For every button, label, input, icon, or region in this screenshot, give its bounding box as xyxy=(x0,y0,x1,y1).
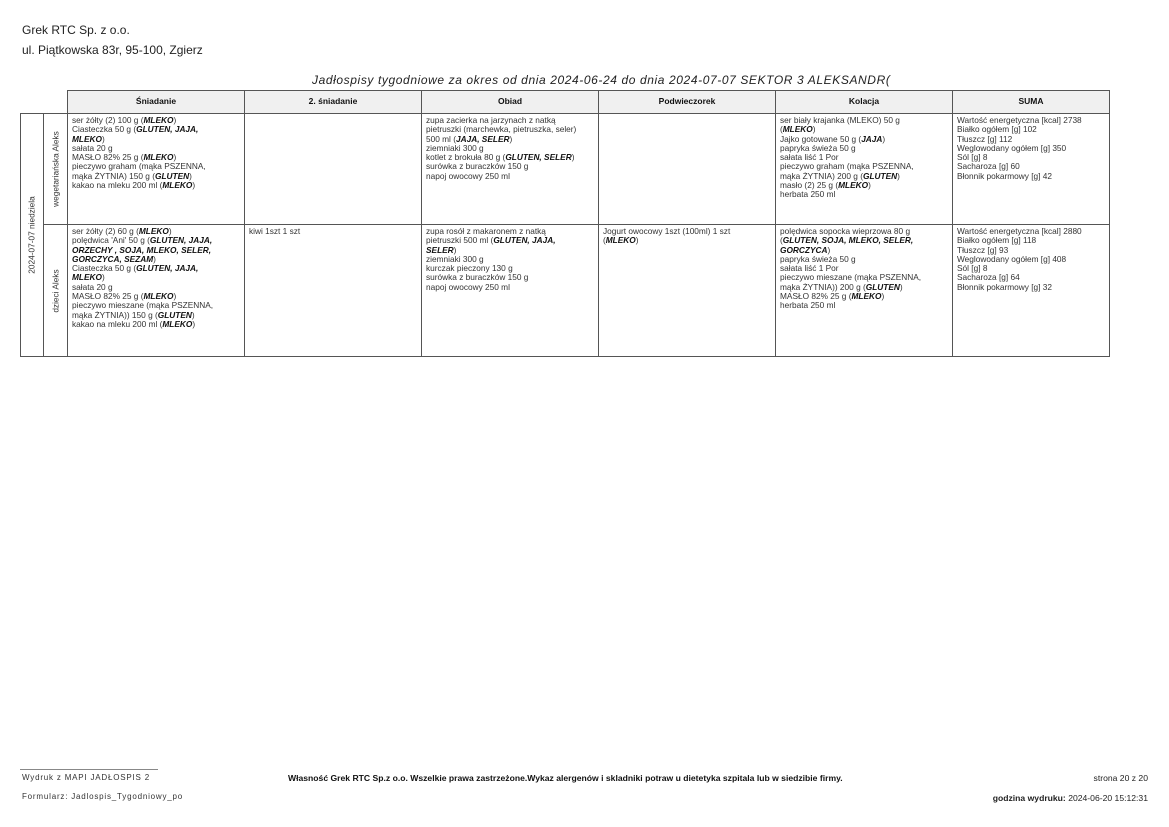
menu-line: kiwi 1szt 1 szt xyxy=(249,226,301,236)
column-header-kolacja: Kolacja xyxy=(776,91,953,114)
menu-line: Jogurt owocowy 1szt (100ml) 1 szt xyxy=(603,226,731,236)
menu-line: sałata 20 g xyxy=(72,281,113,292)
company-address: ul. Piątkowska 83r, 95-100, Zgierz xyxy=(22,43,203,57)
allergen-text: GLUTEN, JAJA, xyxy=(149,235,213,246)
menu-line: Jajko gotowane 50 g (JAJA) xyxy=(780,133,886,144)
menu-line: surówka z buraczków 150 g xyxy=(426,272,529,283)
menu-line: (GLUTEN, SOJA, MLEKO, SELER, xyxy=(780,235,914,246)
meal-cell-podwieczorek xyxy=(599,225,776,357)
allergen-text: GLUTEN, JAJA, xyxy=(493,235,556,246)
menu-line: sałata liść 1 Por xyxy=(780,152,839,163)
menu-line: pietruszki (marchewka, pietruszka, seler) xyxy=(426,124,577,135)
allergen-text: JAJA, SELER xyxy=(455,133,510,144)
column-header-obiad: Obiad xyxy=(422,91,599,114)
menu-line: MASŁO 82% 25 g (MLEKO) xyxy=(780,291,885,302)
menu-line: ser żółty (2) 100 g (MLEKO) xyxy=(72,115,177,125)
allergen-text: MLEKO xyxy=(143,152,174,163)
menu-line: kotlet z brokuła 80 g (GLUTEN, SELER) xyxy=(426,152,575,163)
allergen-text: MLEKO xyxy=(72,133,102,144)
meal-cell-sniadanie xyxy=(68,225,245,357)
allergen-text: MLEKO xyxy=(605,235,636,246)
menu-line: masło (2) 25 g (MLEKO) xyxy=(780,180,871,191)
meal-cell-drugie-sniadanie xyxy=(245,114,422,225)
menu-line: Weglowodany ogółem [g] 350 xyxy=(957,142,1067,153)
column-header-sniadanie: Śniadanie xyxy=(68,91,245,114)
allergen-text: GLUTEN xyxy=(863,170,898,181)
menu-line: GORCZYCA) xyxy=(780,244,831,255)
menu-line: zupa rosół z makaronem z natką xyxy=(426,226,546,236)
menu-line: MLEKO) xyxy=(72,133,105,144)
menu-line: surówka z buraczków 150 g xyxy=(426,161,529,172)
menu-line: Sacharoza [g] 64 xyxy=(957,272,1020,283)
allergen-text: GLUTEN xyxy=(155,170,190,181)
allergen-text: MLEKO xyxy=(138,226,169,236)
menu-line: polędwica 'Ani' 50 g (GLUTEN, JAJA, xyxy=(72,235,213,246)
weekly-menu-table xyxy=(20,90,1110,357)
menu-line: kakao na mleku 200 ml (MLEKO) xyxy=(72,318,196,329)
menu-line: Błonnik pokarmowy [g] 42 xyxy=(957,170,1053,181)
allergen-text: MLEKO xyxy=(72,272,102,283)
menu-line: mąka ŻYTNIA)) 150 g (GLUTEN) xyxy=(72,309,195,320)
allergen-text: MLEKO xyxy=(782,124,813,135)
nutrition-summary-cell xyxy=(953,114,1110,225)
diet-label: wegetariańska Aleks xyxy=(49,131,60,207)
menu-line: Białko ogółem [g] 102 xyxy=(957,124,1037,135)
menu-line: pieczywo mieszane (mąka PSZENNA, xyxy=(72,300,214,311)
menu-line: mąka ŻYTNIA)) 200 g (GLUTEN) xyxy=(780,281,903,292)
menu-line: kurczak pieczony 130 g xyxy=(426,263,513,274)
menu-line: MASŁO 82% 25 g (MLEKO) xyxy=(72,152,177,163)
allergen-text: JAJA xyxy=(861,133,883,144)
menu-line: ser żółty (2) 60 g (MLEKO) xyxy=(72,226,172,236)
menu-line: sałata liść 1 Por xyxy=(780,263,839,274)
menu-line: kakao na mleku 200 ml (MLEKO) xyxy=(72,180,196,191)
allergen-text: GLUTEN xyxy=(157,309,192,320)
menu-line: ser biały krajanka (MLEKO) 50 g xyxy=(780,115,900,125)
printout-source: Wydruk z MAPI JADŁOSPIS 2 xyxy=(22,773,150,782)
allergen-text: MLEKO xyxy=(143,291,174,302)
page-number: strona 20 z 20 xyxy=(1093,773,1148,783)
menu-line: sałata 20 g xyxy=(72,142,113,153)
meal-cell-kolacja xyxy=(776,114,953,225)
menu-line: polędwica sopocka wieprzowa 80 g xyxy=(780,226,911,236)
menu-line: Ciasteczka 50 g (GLUTEN, JAJA, xyxy=(72,124,199,135)
print-time-label: godzina wydruku: xyxy=(992,793,1066,803)
column-header-suma: SUMA xyxy=(953,91,1110,114)
menu-line: ziemniaki 300 g xyxy=(426,253,484,264)
menu-line: Sól [g] 8 xyxy=(957,263,988,274)
menu-line: herbata 250 ml xyxy=(780,300,836,311)
menu-line: Tłuszcz [g] 112 xyxy=(957,133,1013,144)
menu-line: Sól [g] 8 xyxy=(957,152,988,163)
menu-line: pieczywo graham (mąka PSZENNA, xyxy=(780,161,914,172)
menu-line: Weglowodany ogółem [g] 408 xyxy=(957,253,1067,264)
allergen-text: GLUTEN, SELER xyxy=(505,152,572,163)
table-row xyxy=(21,114,1110,225)
allergen-text: MLEKO xyxy=(143,115,174,125)
meal-cell-sniadanie xyxy=(68,114,245,225)
table-row xyxy=(21,225,1110,357)
allergen-text: GORCZYCA xyxy=(780,244,828,255)
menu-line: Wartość energetyczna [kcal] 2738 xyxy=(957,115,1082,125)
meal-cell-obiad xyxy=(422,225,599,357)
table-header-row xyxy=(21,91,1110,114)
diet-label: dzieci Aleks xyxy=(49,268,60,313)
menu-line: napoj owocowy 250 ml xyxy=(426,281,510,292)
menu-line: Wartość energetyczna [kcal] 2880 xyxy=(957,226,1082,236)
meal-cell-podwieczorek xyxy=(599,114,776,225)
menu-line: pieczywo mieszane (mąka PSZENNA, xyxy=(780,272,922,283)
print-time-value: 2024-06-20 15:12:31 xyxy=(1068,793,1148,803)
menu-line: mąka ŻYTNIA) 150 g (GLUTEN) xyxy=(72,170,192,181)
menu-line: zupa zacierka na jarzynach z natką xyxy=(426,115,556,125)
day-label: 2024-07-07 niedziela xyxy=(26,196,37,274)
nutrition-summary-cell xyxy=(953,225,1110,357)
allergen-text: GLUTEN, JAJA, xyxy=(136,263,199,274)
footer-divider xyxy=(20,769,158,770)
menu-line: Błonnik pokarmowy [g] 32 xyxy=(957,281,1053,292)
allergen-text: GLUTEN xyxy=(865,281,900,292)
allergen-text: GLUTEN, JAJA, xyxy=(136,124,199,135)
allergen-text: SELER xyxy=(426,244,454,255)
allergen-text: GLUTEN, SOJA, MLEKO, SELER, xyxy=(782,235,914,246)
menu-line: Białko ogółem [g] 118 xyxy=(957,235,1037,246)
menu-line: papryka świeża 50 g xyxy=(780,142,856,153)
meal-cell-obiad xyxy=(422,114,599,225)
menu-line: 500 ml (JAJA, SELER) xyxy=(426,133,513,144)
menu-line: MLEKO) xyxy=(72,272,105,283)
menu-line: pietruszki 500 ml (GLUTEN, JAJA, xyxy=(426,235,556,246)
form-name: Formularz: Jadlospis_Tygodniowy_po xyxy=(22,792,184,801)
menu-line: pieczywo graham (mąka PSZENNA, xyxy=(72,161,206,172)
meal-cell-kolacja xyxy=(776,225,953,357)
column-header-drugie-sniadanie: 2. śniadanie xyxy=(245,91,422,114)
diet-cell xyxy=(44,114,68,225)
allergen-text: MLEKO xyxy=(851,291,882,302)
menu-line: MASŁO 82% 25 g (MLEKO) xyxy=(72,291,177,302)
day-cell xyxy=(21,114,44,357)
menu-line: Sacharoza [g] 60 xyxy=(957,161,1020,172)
menu-line: herbata 250 ml xyxy=(780,189,836,200)
column-header-podwieczorek: Podwieczorek xyxy=(599,91,776,114)
allergen-text: ORZECHY , SOJA, MLEKO, SELER, xyxy=(72,244,212,255)
menu-line: Tłuszcz [g] 93 xyxy=(957,244,1009,255)
allergen-text: GORCZYCA, SEZAM xyxy=(72,253,154,264)
ownership-notice: Własność Grek RTC Sp.z o.o. Wszelkie prawa zastrzeżone.Wykaz alergenów i skladniki potraw u dietetyka szpitala lub w siedzibie firmy. xyxy=(288,773,843,783)
company-name: Grek RTC Sp. z o.o. xyxy=(22,23,130,37)
diet-cell xyxy=(44,225,68,357)
menu-line: (MLEKO) xyxy=(603,235,639,246)
allergen-text: MLEKO xyxy=(162,180,193,191)
menu-line: (MLEKO) xyxy=(780,124,816,135)
allergen-text: MLEKO xyxy=(162,318,193,329)
menu-line: Ciasteczka 50 g (GLUTEN, JAJA, xyxy=(72,263,199,274)
menu-line: papryka świeża 50 g xyxy=(780,253,856,264)
menu-line: mąka ŻYTNIA) 200 g (GLUTEN) xyxy=(780,170,900,181)
menu-line: napoj owocowy 250 ml xyxy=(426,170,510,181)
menu-line: ziemniaki 300 g xyxy=(426,142,484,153)
header-spacer xyxy=(21,91,44,114)
header-spacer xyxy=(44,91,68,114)
allergen-text: MLEKO xyxy=(838,180,869,191)
menu-line: GORCZYCA, SEZAM) xyxy=(72,253,156,264)
meal-cell-drugie-sniadanie xyxy=(245,225,422,357)
document-title: Jadłospisy tygodniowe za okres od dnia 2024-06-24 do dnia 2024-07-07 SEKTOR 3 ALEKSANDR( xyxy=(312,73,891,87)
print-timestamp xyxy=(993,793,1148,803)
menu-line: SELER) xyxy=(426,244,457,255)
